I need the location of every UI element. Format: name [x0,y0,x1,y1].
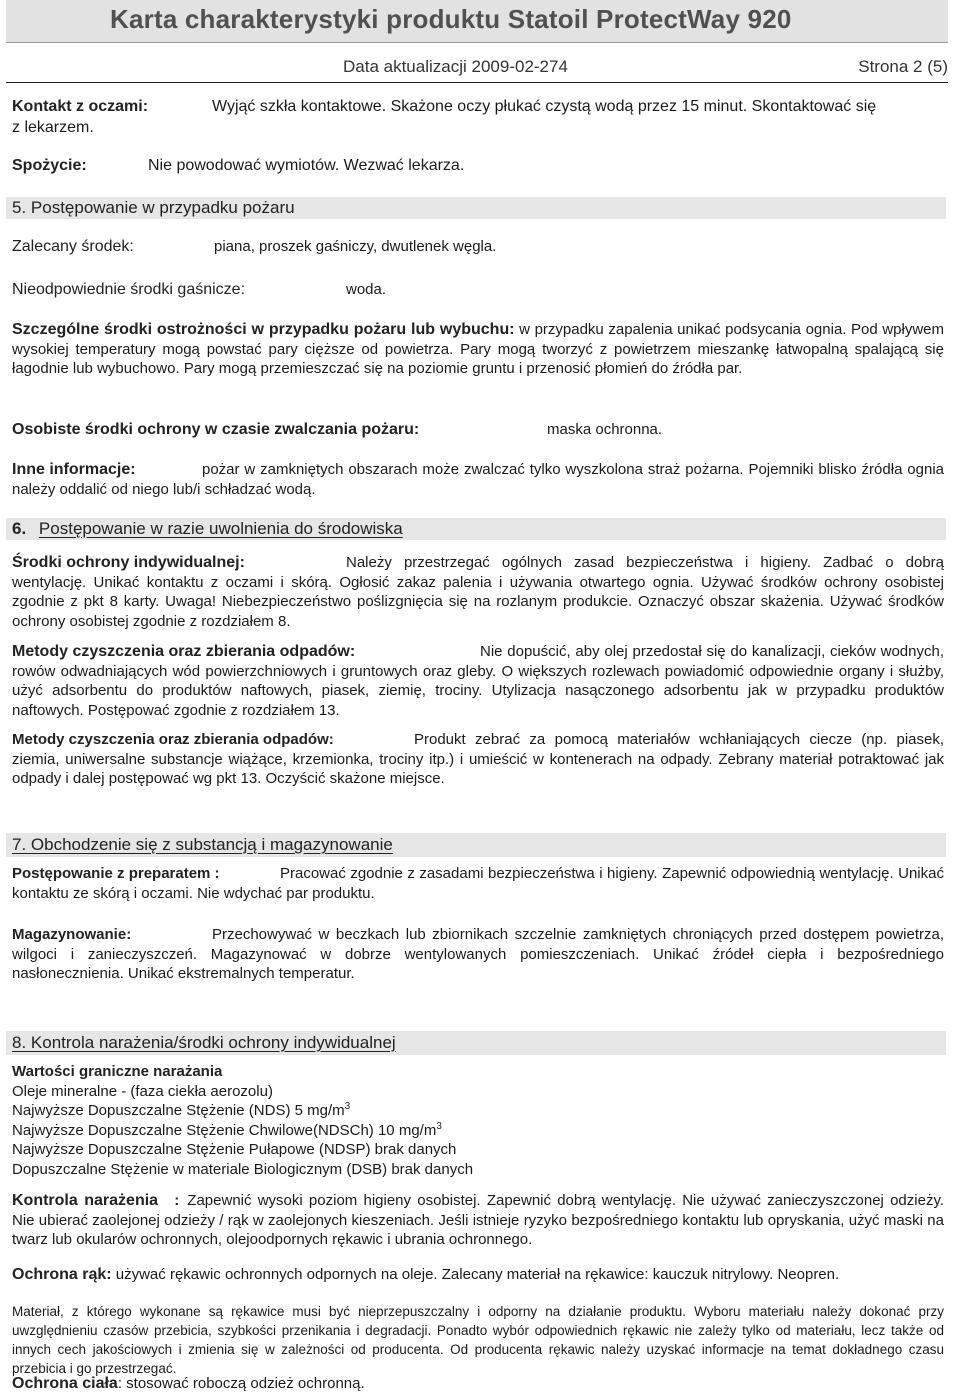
hands-label: Ochrona rąk: [12,1266,112,1283]
special-label: Szczególne środki ostrożności w przypadku pożaru lub wybuchu: [12,321,515,338]
limit-item [12,1121,944,1141]
other-info-block [12,460,944,499]
cleanup1-block [12,642,944,720]
cleanup2-block [12,730,944,789]
eyes-label: Kontakt z oczami: [12,98,149,115]
body-text: : stosować roboczą odzież ochronną. [117,1375,365,1392]
hands-block [12,1265,944,1285]
personal-block [12,553,944,631]
section5-heading: 5. Postępowanie w przypadku pożaru [12,198,295,217]
limit-item-text: Najwyższe Dopuszczalne Stężenie (NDS) 5 mg/m [12,1102,345,1119]
protection-label: Osobiste środki ochrony w czasie zwalczania pożaru: [12,421,420,438]
handling-text: Pracować zgodnie z zasadami bezpieczeństwa i higieny. Zapewnić odpowiednią wentylację. Unikać kontaktu ze skórą i oczami. Nie wdychać par produktu. [12,865,944,902]
limit-item: Dopuszczalne Stężenie w materiale Biologicznym (DSB) brak danych [12,1160,474,1178]
storage-text: Przechowywać w beczkach lub zbiornikach szczelnie zamkniętych chroniących przed dostępem powietrza, wilgoci i zanieczyszczeń. Magazynować w dobrze wentylowanych pomieszczeniach. Unikać źródeł ciepła i bezpośredniego nasłonecznienia. Unikać ekstremalnych temperatur. [12,926,944,982]
limit-item: Najwyższe Dopuszczalne Stężenie Pułapowe (NDSP) brak danych [12,1141,457,1158]
hands-note: Materiał, z którego wykonane są rękawice musi być nieprzepuszczalny i odporny na działanie produktu. Wyboru materiału należy dokonać przy uwzględnieniu czasów przebicia, szybkości przenikania i degradacji. Ponadto wybór odpowiednich rękawic nie zależy tylko od materiału, lecz także od innych cech jakościowych i zmienia się w zależności od producenta. Od producenta rękawic należy uzyskać informacje na temat dokładnego czasu przebicia i go przestrzegać. [12,1304,944,1376]
limit-item: Oleje mineralne - (faza ciekła aerozolu) [12,1082,273,1100]
eyes-text-cont: z lekarzem. [12,119,94,136]
update-date: Data aktualizacji 2009-02-274 [343,57,568,76]
ingestion-block [12,156,944,176]
document-title: Karta charakterystyki produktu Statoil ProtectWay 920 [110,4,792,34]
exposure-block [12,1191,944,1250]
protection-text: maska ochronna. [547,421,663,438]
superscript-3: 3 [436,1120,442,1132]
special-text: w przypadku zapalenia unikać podsycania ognia. Pod wpływem wysokiej temperatury mogą powstać pary cięższe od powietrza. Pary mogą tworzyć z powietrzem mieszankę łatwopalną spalającą się łagodnie lub wybuchowo. Pary mogą przemieszczać się na poziomie gruntu i przenosić płomień do źródła par. [12,321,944,377]
storage-block [12,925,944,984]
cleanup2-text: Produkt zebrać za pomocą materiałów wchłaniających ciecze (np. piasek, ziemia, uniwersalne substancje wiążące, krzemionka, trociny itp.) i umieścić w kontenerach na odpady. Zebrany materiał potraktować jak odpady i dalej postępować wg pkt 13. Oczyścić skażone miejsce. [12,731,944,787]
unsuitable-block [12,280,944,300]
section6-heading-block [12,519,403,539]
exposure-colon: : [174,1192,180,1209]
cleanup1-text: Nie dopuścić, aby olej przedostał się do kanalizacji, cieków wodnych, rowów odwadniających wód powierzchniowych i gruntowych oraz gleby. O większych rozlewach powiadomić odpowiednie organy i służby, użyć adsorbentu do produktów naftowych, piasek, ziemię, trociny. Utylizacja nasączonego adsorbentu jak w przypadku produktów naftowych. Postępować zgodnie z rozdziałem 13. [12,643,944,719]
section7-heading: 7. Obchodzenie się z substancją i magazynowanie [12,835,393,854]
handling-label: Postępowanie z preparatem : [12,865,220,882]
cleanup2-label: Metody czyszczenia oraz zbierania odpadów: [12,731,334,748]
personal-text: Należy przestrzegać ogólnych zasad bezpieczeństwa i higieny. Zadbać o dobrą wentylację. Unikać kontaktu z oczami i skórą. Ogłosić zakaz palenia i używania otwartego ognia. Używać środków ochrony osobistej zgodnie z pkt 8 karty. Uwaga! Niebezpieczeństwo poślizgnięcia się na rozlanym produkcie. Oznaczyć obszar skażenia. Używać środków ochrony osobistej zgodnie z rozdziałem 8. [12,554,944,630]
protection-block [12,420,944,440]
other-info-text: pożar w zamkniętych obszarach może zwalczać tylko wyszkolona straż pożarna. Pojemniki blisko źródła ognia należy oddalić od niego lub/i schładzać wodą. [12,461,944,498]
superscript-3: 3 [344,1101,351,1112]
recommended-label: Zalecany środek: [12,238,134,255]
page-number: Strona 2 (5) [858,57,948,76]
eyes-block [12,97,944,117]
unsuitable-label: Nieodpowiednie środki gaśnicze: [12,281,246,298]
limits-block [12,1062,944,1179]
special-block [12,320,944,379]
exposure-label: Kontrola narażenia [12,1192,159,1209]
limit-item [12,1101,944,1121]
ingestion-text: Nie powodować wymiotów. Wezwać lekarza. [148,157,465,174]
limits-title: Wartości graniczne narażania [12,1063,223,1080]
body-block [12,1374,944,1394]
other-info-label: Inne informacje: [12,461,136,478]
section8-heading: 8. Kontrola narażenia/środki ochrony indywidualnej [12,1033,396,1052]
cleanup1-label: Metody czyszczenia oraz zbierania odpadów: [12,643,356,660]
section6-number: 6. [12,519,27,538]
unsuitable-text: woda. [346,281,387,298]
section6-heading: Postępowanie w razie uwolnienia do środowiska [38,519,403,538]
recommended-block [12,237,944,257]
handling-block [12,864,944,903]
exposure-text: Zapewnić wysoki poziom higieny osobistej. Zapewnić dobrą wentylację. Nie używać zanieczyszczonej odzieży. Nie ubierać zaolejonej odzieży / rąk w zaolejonych kieszeniach. Jeśli istnieje ryzyko bezpośredniego kontaktu lub opryskania, użyć maski na twarz lub okularów ochronnych, olejoodpornych rękawic i ubrania ochronnego. [12,1192,944,1248]
limit-item-text: Najwyższe Dopuszczalne Stężenie Chwilowe(NDSCh) 10 mg/m [12,1121,437,1139]
eyes-text: Wyjąć szkła kontaktowe. Skażone oczy płukać czystą wodą przez 15 minut. Skontaktować się [212,98,877,115]
body-label: Ochrona ciała [12,1375,118,1392]
ingestion-label: Spożycie: [12,157,87,174]
personal-label: Środki ochrony indywidualnej: [12,554,245,571]
storage-label: Magazynowanie: [12,926,132,943]
hands-text: używać rękawic ochronnych odpornych na oleje. Zalecany materiał na rękawice: kauczuk nitrylowy. Neopren. [111,1266,840,1283]
recommended-text: piana, proszek gaśniczy, dwutlenek węgla. [214,238,497,255]
